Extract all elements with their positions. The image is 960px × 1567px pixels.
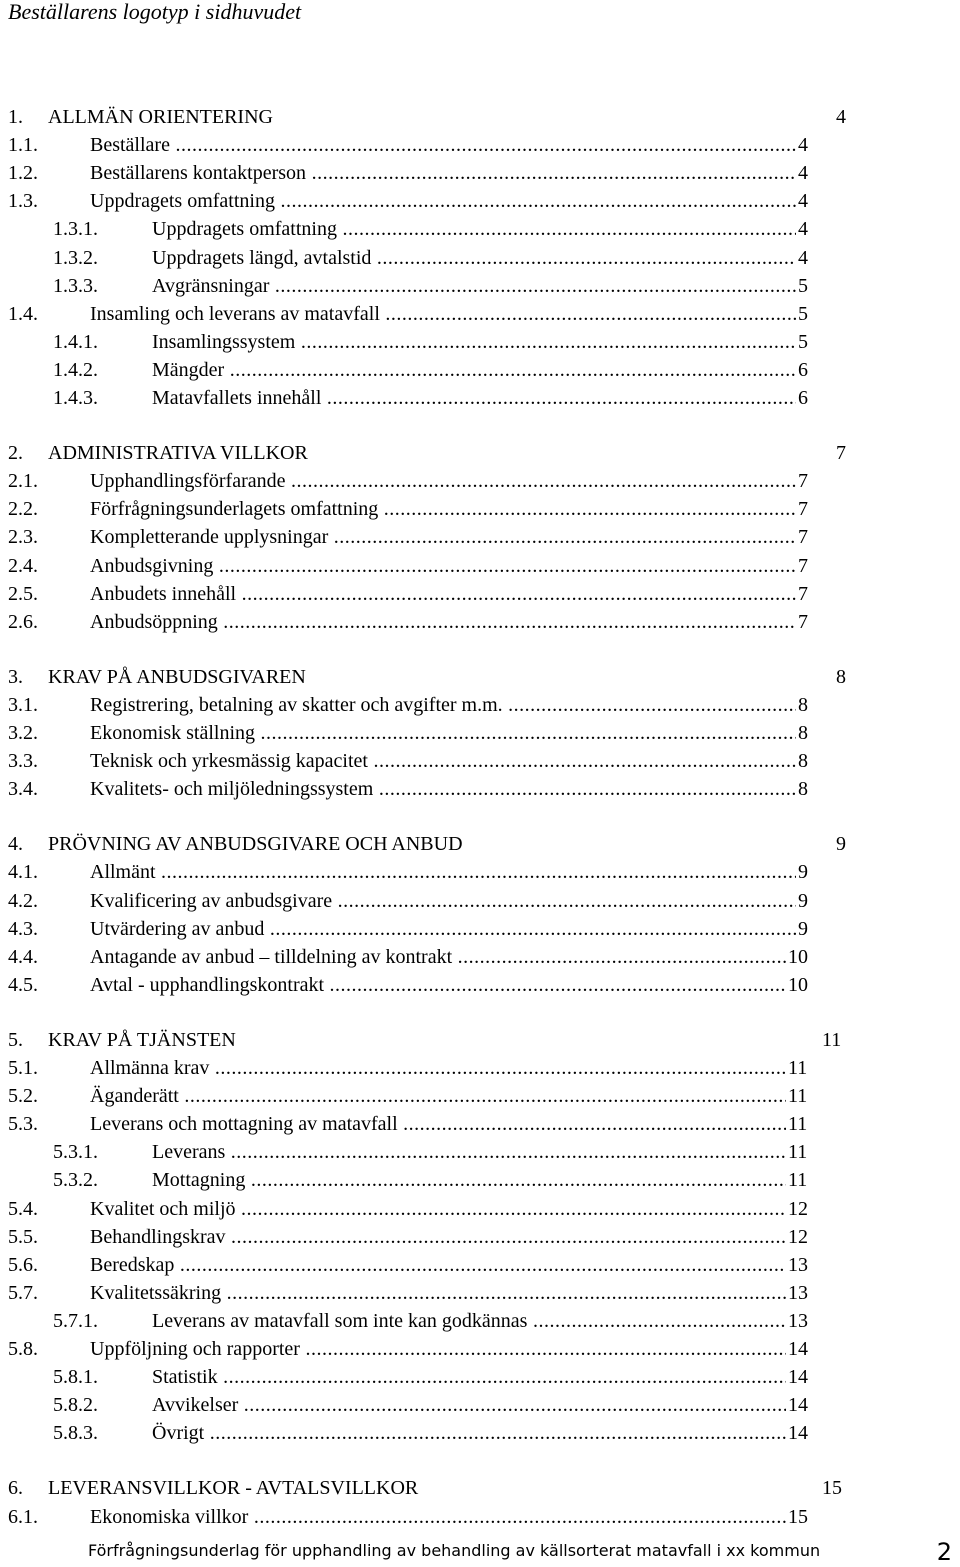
toc-page-number: 4 (798, 246, 808, 269)
toc-entry[interactable] (0, 523, 960, 551)
toc-number: 4.2. (8, 889, 38, 912)
toc-title: Leverans ..... (152, 1138, 786, 1166)
toc-entry[interactable] (0, 1335, 960, 1363)
toc-page-number: 8 (836, 665, 846, 688)
toc-entry[interactable] (0, 1223, 960, 1251)
toc-page-number: 4 (798, 218, 808, 241)
toc-page-number: 4 (798, 162, 808, 185)
toc-page-number: 7 (798, 526, 808, 549)
toc-chapter[interactable] (0, 1026, 960, 1054)
page-footer: Förfrågningsunderlag för upphandling av behandling av källsorterat matavfall i xx kommun (88, 1541, 821, 1560)
toc-page-number: 11 (822, 1028, 842, 1051)
toc-page-number: 6 (798, 387, 808, 409)
toc-title: Beställare ..... (90, 131, 796, 159)
toc-entry[interactable] (0, 719, 960, 747)
toc-title: Anbudsöppning ..... (90, 608, 796, 636)
toc-entry[interactable] (0, 328, 960, 356)
toc-page-number: 4 (798, 190, 808, 213)
toc-number: 1.1. (8, 134, 38, 157)
toc-title: Mängder ..... (152, 356, 796, 384)
toc-title: Registrering, betalning av skatter och avgifter m.m. ..... (90, 691, 796, 719)
toc-entry[interactable] (0, 1166, 960, 1194)
toc-entry[interactable] (0, 691, 960, 719)
toc-page-number: 7 (798, 554, 808, 577)
toc-entry[interactable] (0, 131, 960, 159)
toc-number: 1.4. (8, 302, 38, 325)
toc-title: ADMINISTRATIVA VILLKOR (48, 442, 308, 465)
toc-entry[interactable] (0, 244, 960, 272)
toc-title: ALLMÄN ORIENTERING (48, 106, 273, 128)
toc-title: Antagande av anbud – tilldelning av kontrakt ..... (90, 943, 786, 971)
toc-chapter[interactable] (0, 1474, 960, 1502)
toc-page-number: 5 (798, 330, 808, 353)
toc-title: Övrigt ..... (152, 1419, 786, 1447)
toc-entry[interactable] (0, 1391, 960, 1419)
toc-title: Avtal - upphandlingskontrakt ..... (90, 971, 786, 999)
toc-page-number: 11 (788, 1085, 808, 1108)
toc-entry[interactable] (0, 1195, 960, 1223)
toc-page-number: 4 (798, 134, 808, 157)
toc-number: 2.1. (8, 470, 38, 493)
toc-entry[interactable] (0, 159, 960, 187)
toc-chapter[interactable] (0, 830, 960, 858)
toc-title: Ekonomiska villkor ..... (90, 1503, 786, 1531)
toc-page-number: 13 (788, 1281, 808, 1304)
toc-title: Statistik ..... (152, 1363, 786, 1391)
toc-number: 4.3. (8, 917, 38, 940)
toc-title: Behandlingskrav ..... (90, 1223, 786, 1251)
toc-title: Leverans av matavfall som inte kan godkännas ..... (152, 1307, 786, 1335)
toc-page-number: 9 (836, 833, 846, 856)
toc-page-number: 13 (788, 1309, 808, 1332)
toc-page-number: 13 (788, 1253, 808, 1276)
toc-number: 5.3. (8, 1113, 38, 1136)
toc-title: Anbudets innehåll ..... (90, 580, 796, 608)
toc-number: 1. (8, 106, 23, 128)
toc-page-number: 14 (788, 1394, 808, 1417)
toc-number: 1.4.3. (53, 387, 98, 409)
toc-number: 1.3. (8, 190, 38, 213)
toc-entry[interactable] (0, 1110, 960, 1138)
toc-entry[interactable] (0, 1054, 960, 1082)
toc-number: 6. (8, 1477, 23, 1500)
toc-entry[interactable] (0, 1138, 960, 1166)
toc-chapter[interactable] (0, 103, 960, 131)
toc-title: Uppföljning och rapporter ..... (90, 1335, 786, 1363)
toc-title: LEVERANSVILLKOR - AVTALSVILLKOR (48, 1477, 419, 1500)
toc-page-number: 11 (788, 1169, 808, 1192)
toc-number: 3.4. (8, 778, 38, 801)
toc-entry[interactable] (0, 915, 960, 943)
toc-number: 1.3.3. (53, 274, 98, 297)
toc-title: Kvalitetssäkring ..... (90, 1279, 786, 1307)
toc-title: Utvärdering av anbud ..... (90, 915, 796, 943)
toc-page-number: 7 (798, 610, 808, 633)
toc-page-number: 5 (798, 302, 808, 325)
toc-title: PRÖVNING AV ANBUDSGIVARE OCH ANBUD (48, 833, 463, 856)
toc-entry[interactable] (0, 943, 960, 971)
toc-page-number: 7 (798, 470, 808, 493)
toc-entry[interactable] (0, 1307, 960, 1335)
toc-entry[interactable] (0, 1503, 960, 1531)
toc-entry[interactable] (0, 552, 960, 580)
toc-page-number: 14 (788, 1422, 808, 1445)
toc-title: Uppdragets längd, avtalstid ..... (152, 244, 796, 272)
toc-page-number: 14 (788, 1338, 808, 1360)
toc-number: 4.1. (8, 861, 38, 884)
toc-title: Uppdragets omfattning ..... (152, 215, 796, 243)
toc-title: Kvalitet och miljö ..... (90, 1195, 786, 1223)
toc-number: 2. (8, 442, 23, 465)
toc-number: 5.7.1. (53, 1309, 98, 1332)
toc-title: Avvikelser ..... (152, 1391, 786, 1419)
toc-title: Mottagning ..... (152, 1166, 786, 1194)
toc-page-number: 6 (798, 358, 808, 381)
toc-page-number: 9 (798, 889, 808, 912)
toc-title: Förfrågningsunderlagets omfattning ..... (90, 495, 796, 523)
toc-title: Ekonomisk ställning ..... (90, 719, 796, 747)
toc-page-number: 9 (798, 861, 808, 884)
toc-page-number: 8 (798, 778, 808, 801)
toc-title: KRAV PÅ TJÄNSTEN (48, 1028, 236, 1051)
toc-page-number: 9 (798, 917, 808, 940)
toc-title: Avgränsningar ..... (152, 272, 796, 300)
toc-number: 5.3.1. (53, 1141, 98, 1164)
toc-page-number: 5 (798, 274, 808, 297)
toc-number: 3.3. (8, 750, 38, 773)
toc-number: 4.5. (8, 973, 38, 996)
toc-page-number: 11 (788, 1113, 808, 1136)
page-header-logo-text: Beställarens logotyp i sidhuvudet (8, 0, 302, 24)
toc-page-number: 11 (788, 1141, 808, 1164)
toc-number: 1.3.2. (53, 246, 98, 269)
toc-number: 5.4. (8, 1197, 38, 1220)
toc-page-number: 10 (788, 973, 808, 996)
toc-entry[interactable] (0, 608, 960, 636)
toc-page-number: 8 (798, 722, 808, 744)
toc-number: 5.5. (8, 1225, 38, 1248)
toc-number: 5.8. (8, 1338, 38, 1360)
toc-title: Upphandlingsförfarande ..... (90, 467, 796, 495)
toc-entry[interactable] (0, 1082, 960, 1110)
toc-entry[interactable] (0, 187, 960, 215)
toc-title: Insamling och leverans av matavfall ..... (90, 300, 796, 328)
toc-title: Leverans och mottagning av matavfall ..... (90, 1110, 786, 1138)
toc-entry[interactable] (0, 580, 960, 608)
toc-title: Uppdragets omfattning ..... (90, 187, 796, 215)
toc-entry[interactable] (0, 858, 960, 886)
toc-number: 5.8.1. (53, 1366, 98, 1389)
toc-number: 2.3. (8, 526, 38, 549)
toc-number: 1.4.2. (53, 358, 98, 381)
toc-entry[interactable] (0, 1279, 960, 1307)
toc-title: Beställarens kontaktperson ..... (90, 159, 796, 187)
toc-entry[interactable] (0, 747, 960, 775)
toc-number: 3.1. (8, 693, 38, 716)
toc-page-number: 4 (836, 106, 846, 128)
toc-entry[interactable] (0, 356, 960, 384)
toc-number: 2.2. (8, 498, 38, 521)
toc-title: Allmänna krav ..... (90, 1054, 786, 1082)
toc-entry[interactable] (0, 1419, 960, 1447)
toc-number: 1.2. (8, 162, 38, 185)
toc-page-number: 15 (788, 1505, 808, 1528)
toc-entry[interactable] (0, 300, 960, 328)
toc-entry[interactable] (0, 887, 960, 915)
toc-page-number: 8 (798, 750, 808, 773)
toc-title: KRAV PÅ ANBUDSGIVAREN (48, 665, 306, 688)
toc-page-number: 15 (822, 1477, 842, 1500)
toc-number: 2.5. (8, 582, 38, 605)
toc-title: Matavfallets innehåll ..... (152, 384, 796, 412)
toc-page-number: 7 (798, 582, 808, 605)
toc-number: 4. (8, 833, 23, 856)
toc-number: 5.2. (8, 1085, 38, 1108)
toc-title: Äganderätt ..... (90, 1082, 786, 1110)
toc-title: Kompletterande upplysningar ..... (90, 523, 796, 551)
toc-number: 3. (8, 665, 23, 688)
toc-title: Insamlingssystem ..... (152, 328, 796, 356)
toc-title: Beredskap ..... (90, 1251, 786, 1279)
toc-page-number: 7 (836, 442, 846, 465)
toc-entry[interactable] (0, 384, 960, 412)
toc-number: 5.1. (8, 1057, 38, 1079)
toc-number: 4.4. (8, 945, 38, 968)
toc-chapter[interactable] (0, 663, 960, 691)
toc-chapter[interactable] (0, 439, 960, 467)
toc-number: 1.4.1. (53, 330, 98, 353)
toc-number: 5. (8, 1028, 23, 1051)
toc-number: 3.2. (8, 722, 38, 744)
toc-number: 5.3.2. (53, 1169, 98, 1192)
toc-title: Kvalificering av anbudsgivare ..... (90, 887, 796, 915)
toc-number: 1.3.1. (53, 218, 98, 241)
toc-entry[interactable] (0, 215, 960, 243)
toc-title: Anbudsgivning ..... (90, 552, 796, 580)
toc-title: Kvalitets- och miljöledningssystem ..... (90, 775, 796, 803)
toc-entry[interactable] (0, 971, 960, 999)
toc-title: Allmänt ..... (90, 858, 796, 886)
toc-page-number: 12 (788, 1197, 808, 1220)
toc-page-number: 11 (788, 1057, 808, 1079)
toc-entry[interactable] (0, 1363, 960, 1391)
toc-number: 5.6. (8, 1253, 38, 1276)
toc-number: 2.6. (8, 610, 38, 633)
toc-entry[interactable] (0, 495, 960, 523)
toc-page-number: 10 (788, 945, 808, 968)
toc-page-number: 14 (788, 1366, 808, 1389)
toc-page-number: 7 (798, 498, 808, 521)
toc-page-number: 8 (798, 693, 808, 716)
toc-number: 5.7. (8, 1281, 38, 1304)
toc-number: 2.4. (8, 554, 38, 577)
toc-title: Teknisk och yrkesmässig kapacitet ..... (90, 747, 796, 775)
toc-entry[interactable] (0, 1251, 960, 1279)
toc-number: 5.8.2. (53, 1394, 98, 1417)
toc-number: 6.1. (8, 1505, 38, 1528)
toc-entry[interactable] (0, 272, 960, 300)
toc-page-number: 12 (788, 1225, 808, 1248)
toc-entry[interactable] (0, 467, 960, 495)
toc-number: 5.8.3. (53, 1422, 98, 1445)
page-number: 2 (936, 1538, 952, 1566)
toc-entry[interactable] (0, 775, 960, 803)
